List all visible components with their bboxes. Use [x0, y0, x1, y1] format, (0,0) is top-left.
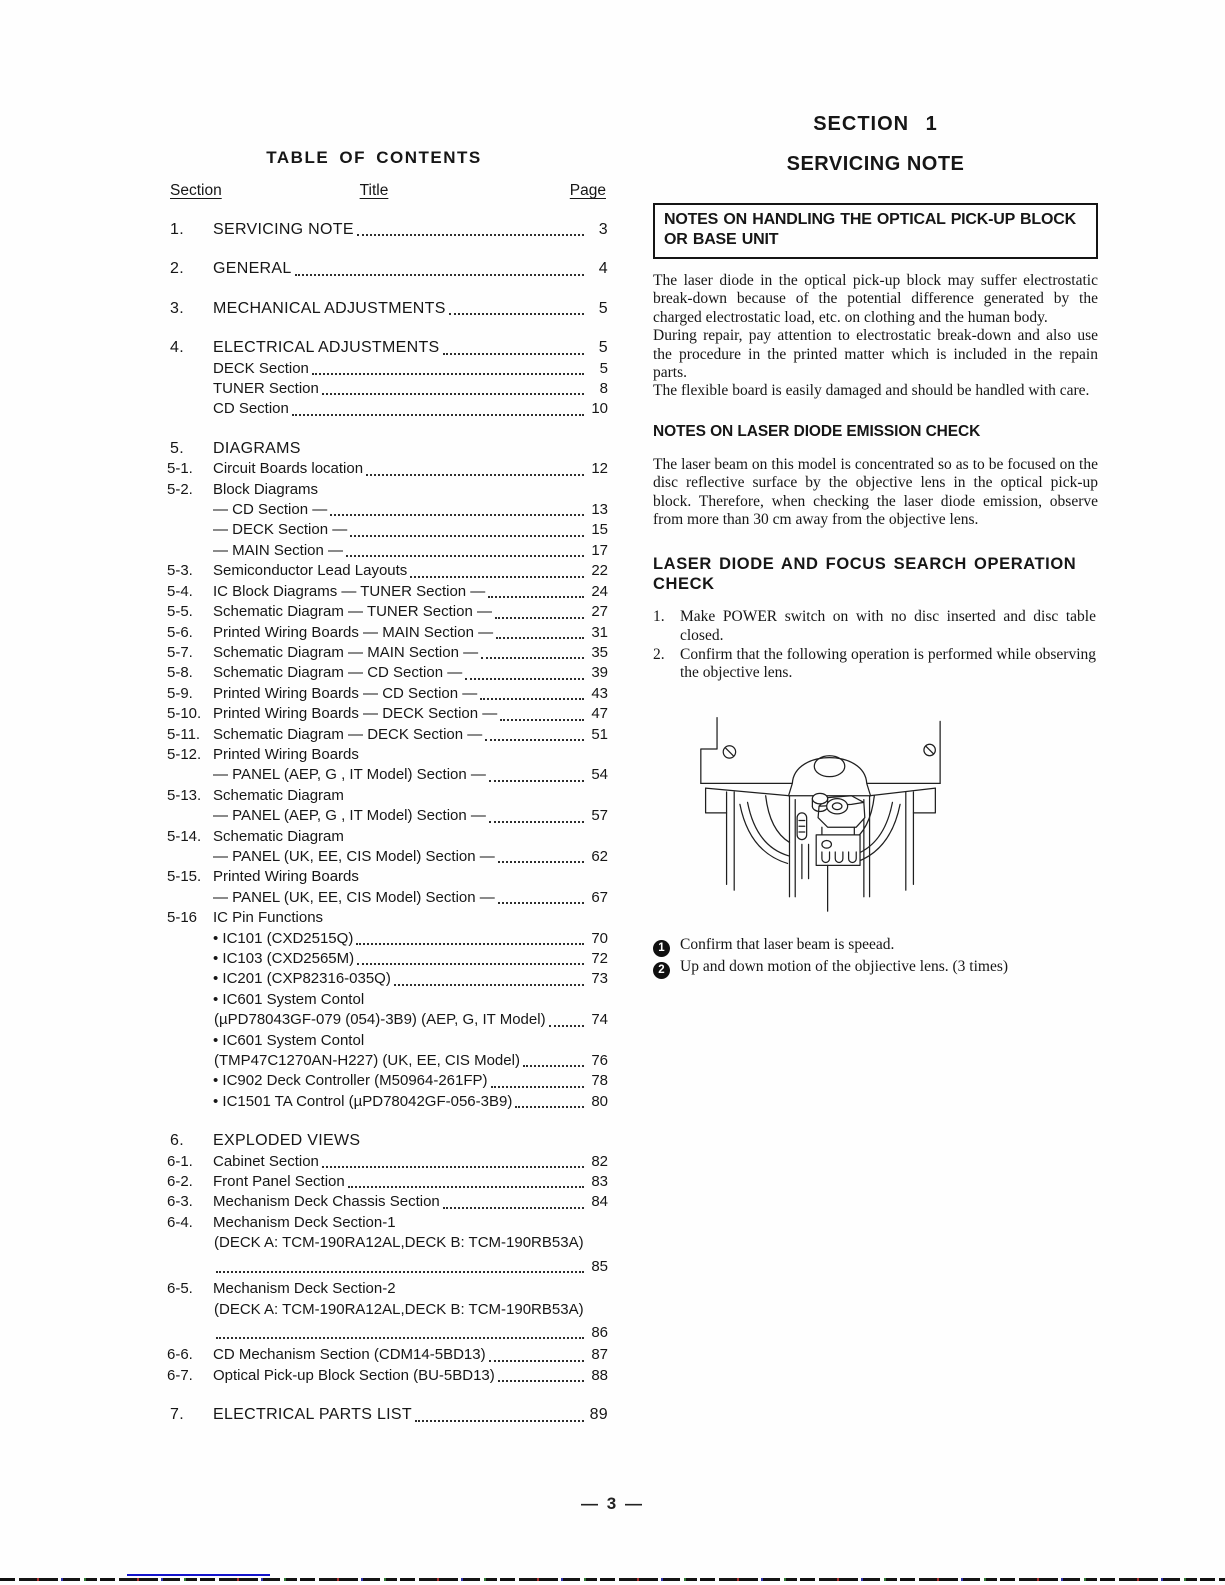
toc-row-number: 6-5.	[167, 1280, 193, 1298]
dot-leader	[216, 1337, 584, 1339]
toc-row-label: ELECTRICAL ADJUSTMENTS	[213, 339, 440, 357]
toc-row-number: 5-3.	[167, 562, 193, 580]
toc-row-number: 5.	[170, 439, 184, 457]
toc-row-label: ELECTRICAL PARTS LIST	[213, 1406, 412, 1424]
toc-row-label: CD Section	[213, 400, 289, 418]
toc-column-headers	[140, 181, 608, 201]
toc-row-page: 88	[591, 1366, 608, 1384]
toc-row-label: • IC101 (CXD2515Q)	[213, 929, 354, 947]
section-title: SERVICING NOTE	[786, 153, 965, 175]
toc-row-page: 62	[591, 847, 608, 865]
toc-row	[140, 439, 608, 459]
toc-row-label: — PANEL (AEP, G , IT Model) Section —	[213, 766, 486, 784]
emission-check-paragraph: The laser beam on this model is concentrated so as to be focused on the disc reflective surface by the objective lens in the optical pick-up block. Therefore, when checking the laser diode emission, observe from more than 30 cm away from the objective lens.	[653, 455, 1098, 529]
dot-leader	[498, 861, 584, 863]
dot-leader	[481, 657, 584, 659]
dot-leader	[500, 719, 584, 721]
toc-row	[140, 1323, 608, 1343]
toc-row-number: 5-6.	[167, 623, 193, 641]
toc-row	[140, 1192, 608, 1212]
toc-row-number: 5-1.	[167, 460, 193, 478]
toc-row-number: 7.	[170, 1406, 184, 1424]
toc-row-label: Schematic Diagram — TUNER Section —	[213, 603, 492, 621]
toc-row-page: 74	[591, 1011, 608, 1029]
toc-row-page: 24	[591, 582, 608, 600]
toc-row-page: 86	[591, 1323, 608, 1341]
toc-row-page: 17	[591, 541, 608, 559]
toc-row-label: Schematic Diagram — MAIN Section —	[213, 643, 479, 661]
toc-row-number: 6-3.	[167, 1193, 193, 1211]
toc-row	[140, 1051, 608, 1071]
toc-row-page: 78	[591, 1072, 608, 1090]
toc-row	[140, 582, 608, 602]
toc-row-label: Schematic Diagram	[213, 827, 344, 845]
toc-row-page: 35	[591, 643, 608, 661]
toc-row	[140, 359, 608, 379]
toc-row-label: EXPLODED VIEWS	[213, 1132, 361, 1150]
focus-check-heading: LASER DIODE AND FOCUS SEARCH OPERATION CHECK	[653, 555, 1077, 594]
toc-row-label: — MAIN Section —	[213, 541, 344, 559]
dot-leader	[496, 637, 584, 639]
toc-row	[140, 847, 608, 867]
toc-row	[140, 379, 608, 399]
toc-row-label: (DECK A: TCM-190RA12AL,DECK B: TCM-190RB53A)	[214, 1234, 584, 1252]
toc-row-label: Optical Pick-up Block Section (BU-5BD13)	[213, 1366, 495, 1384]
toc-row-page: 83	[591, 1173, 608, 1191]
toc-row	[140, 1010, 608, 1030]
toc-row-label: Circuit Boards location	[213, 460, 364, 478]
toc-row-number: 1.	[170, 221, 184, 238]
toc-row	[140, 1172, 608, 1192]
dot-leader	[443, 353, 585, 355]
toc-row	[140, 684, 608, 704]
toc-row	[140, 969, 608, 989]
legend-item	[653, 934, 1098, 957]
toc-row	[140, 299, 608, 319]
toc-row-number: 5-8.	[167, 664, 193, 682]
dot-leader	[488, 596, 584, 598]
toc-row-page: 70	[591, 929, 608, 947]
toc-row-number: 6-4.	[167, 1213, 193, 1231]
toc-row-label: IC Block Diagrams — TUNER Section —	[213, 582, 486, 600]
step-text: Make POWER switch on with no disc inserted and disc table closed.	[680, 608, 1096, 645]
toc-row	[140, 1405, 608, 1425]
toc-row	[140, 500, 608, 520]
step-item	[653, 646, 1098, 683]
toc-row-label: Schematic Diagram	[213, 786, 344, 804]
toc-row-page: 85	[591, 1257, 608, 1275]
toc-row	[140, 1233, 608, 1253]
toc-row	[140, 786, 608, 806]
column-header-page: Page	[569, 182, 606, 199]
toc-row	[140, 704, 608, 724]
dot-leader	[295, 274, 584, 276]
toc-row-page: 31	[591, 623, 608, 641]
diagram-legend	[653, 934, 1098, 979]
toc-row	[140, 888, 608, 908]
toc-row	[140, 623, 608, 643]
toc-row-number: 5-2.	[167, 480, 193, 498]
toc-row-number: 5-11.	[167, 725, 201, 743]
dot-leader	[480, 698, 584, 700]
toc-row-label: (µPD78043GF-079 (054)-3B9) (AEP, G, IT Model)	[214, 1011, 546, 1029]
toc-row-number: 5-10.	[167, 705, 202, 723]
toc-rows	[140, 220, 608, 1426]
dot-leader	[312, 373, 584, 375]
page-number: — 3 —	[581, 1494, 644, 1513]
toc-row-page: 15	[591, 521, 608, 539]
handling-notes-box: NOTES ON HANDLING THE OPTICAL PICK-UP BLOCK OR BASE UNIT	[653, 203, 1098, 259]
dot-leader	[495, 617, 584, 619]
section-kicker: SECTION 1	[813, 113, 938, 135]
toc-row-number: 6-6.	[167, 1346, 193, 1364]
toc-row-label: Cabinet Section	[213, 1152, 319, 1170]
toc-row	[140, 480, 608, 500]
toc-row-label: • IC601 System Contol	[213, 1031, 365, 1049]
toc-row-label: Semiconductor Lead Layouts	[213, 562, 408, 580]
toc-row-number: 5-16	[167, 909, 198, 927]
toc-row	[140, 1257, 608, 1277]
dot-leader	[489, 780, 584, 782]
toc-row-number: 5-15.	[167, 868, 202, 886]
toc-row	[140, 765, 608, 785]
toc-row-label: Mechanism Deck Section-1	[213, 1213, 396, 1231]
dot-leader	[449, 313, 584, 315]
paragraph: The laser diode in the optical pick-up block may suffer electrostatic break-down because of the potential difference generated by the charged electrostatic load, etc. on clothing and the human body.	[653, 272, 1098, 326]
toc-row	[140, 827, 608, 847]
toc-row	[140, 725, 608, 745]
toc-row-number: 6-2.	[167, 1173, 193, 1191]
toc-row-page: 54	[591, 766, 608, 784]
toc-row-label: • IC103 (CXD2565M)	[213, 950, 355, 967]
toc-row-page: 76	[591, 1052, 608, 1070]
toc-row-label: • IC1501 TA Control (µPD78042GF-056-3B9)	[213, 1092, 513, 1110]
toc-row-page: 5	[598, 299, 608, 317]
dot-leader	[322, 393, 584, 395]
toc-row	[140, 908, 608, 928]
toc-row-label: (DECK A: TCM-190RA12AL,DECK B: TCM-190RB53A)	[214, 1300, 584, 1318]
toc-row-page: 51	[591, 725, 608, 743]
dot-leader	[489, 821, 584, 823]
dot-leader	[491, 1086, 584, 1088]
toc-row-page: 43	[591, 684, 608, 702]
dot-leader	[498, 1380, 584, 1382]
toc-row-label: Printed Wiring Boards	[213, 745, 359, 763]
emission-check-heading: NOTES ON LASER DIODE EMISSION CHECK	[653, 422, 981, 440]
table-of-contents	[140, 148, 608, 1426]
toc-row-label: Printed Wiring Boards — CD Section —	[213, 684, 478, 702]
toc-row	[140, 867, 608, 887]
dot-leader	[366, 474, 584, 476]
toc-row-label: CD Mechanism Section (CDM14-5BD13)	[213, 1346, 486, 1364]
dot-leader	[356, 943, 584, 945]
toc-row-page: 4	[598, 260, 608, 278]
dot-leader	[322, 1166, 584, 1168]
dot-leader	[292, 414, 584, 416]
toc-row-page: 47	[591, 705, 608, 723]
toc-row-label: DIAGRAMS	[213, 439, 301, 457]
dot-leader	[348, 1186, 584, 1188]
step-number: 1.	[653, 608, 665, 626]
toc-row	[140, 399, 608, 419]
toc-row-page: 89	[589, 1406, 608, 1424]
focus-check-steps	[653, 608, 1098, 682]
toc-row	[140, 1279, 608, 1299]
toc-row-number: 3.	[170, 299, 184, 317]
dot-leader	[346, 555, 584, 557]
circled-number-icon: 1	[653, 940, 670, 957]
toc-row	[140, 338, 608, 358]
toc-row-page: 3	[598, 221, 608, 238]
paragraph: During repair, pay attention to electrostatic break-down and also use the procedure in the printed matter which is included in the repain parts.	[653, 327, 1098, 382]
toc-row-number: 5-4.	[167, 582, 193, 600]
toc-row-label: Mechanism Deck Chassis Section	[213, 1193, 440, 1211]
toc-row	[140, 1345, 608, 1365]
toc-row-label: MECHANICAL ADJUSTMENTS	[213, 299, 446, 317]
toc-row-label: SERVICING NOTE	[213, 221, 354, 238]
toc-row-page: 5	[599, 359, 608, 377]
toc-row	[140, 806, 608, 826]
toc-title: TABLE OF CONTENTS	[266, 148, 482, 167]
dot-leader	[357, 234, 584, 236]
toc-row-label: Printed Wiring Boards — DECK Section —	[213, 705, 498, 723]
toc-row	[140, 990, 608, 1010]
toc-row-number: 5-7.	[167, 643, 193, 661]
toc-row-page: 72	[591, 950, 608, 967]
toc-row-page: 27	[591, 603, 608, 621]
handling-notes-body	[653, 272, 1098, 401]
toc-row-label: — PANEL (AEP, G , IT Model) Section —	[213, 807, 486, 825]
toc-row-number: 5-13.	[167, 786, 202, 804]
page-edge-dashed-line	[0, 1578, 1225, 1581]
toc-row-label: Block Diagrams	[213, 480, 319, 498]
toc-row-label: (TMP47C1270AN-H227) (UK, EE, CIS Model)	[214, 1052, 520, 1070]
toc-row	[140, 949, 608, 969]
dot-leader	[357, 963, 584, 965]
legend-text: Confirm that laser beam is speead.	[680, 935, 895, 953]
legend-item	[653, 956, 1098, 979]
toc-row-label: • IC201 (CXP82316-035Q)	[213, 970, 391, 988]
toc-row-number: 6-1.	[167, 1152, 193, 1170]
toc-row-label: — DECK Section —	[213, 521, 348, 539]
step-item	[653, 608, 1098, 645]
dot-leader	[465, 678, 584, 680]
toc-row-label: DECK Section	[213, 359, 309, 377]
toc-row-number: 4.	[170, 339, 184, 357]
toc-row-page: 57	[591, 807, 608, 825]
toc-row	[140, 1131, 608, 1151]
step-number: 2.	[653, 645, 665, 663]
toc-row	[140, 929, 608, 949]
toc-row	[140, 561, 608, 581]
toc-row	[140, 745, 608, 765]
toc-row	[140, 1300, 608, 1320]
toc-row-page: 13	[591, 501, 608, 519]
toc-row	[140, 520, 608, 540]
optical-pickup-diagram	[677, 696, 963, 926]
toc-row-label: Printed Wiring Boards	[213, 868, 359, 886]
toc-row-label: — CD Section —	[213, 501, 328, 519]
toc-row-label: GENERAL	[213, 260, 292, 278]
toc-row	[140, 1071, 608, 1091]
toc-row-page: 39	[591, 664, 608, 682]
toc-row-number: 5-9.	[167, 684, 193, 702]
toc-row-number: 2.	[170, 260, 184, 278]
toc-row	[140, 1031, 608, 1051]
dot-leader	[549, 1025, 584, 1027]
toc-row	[140, 663, 608, 683]
dot-leader	[415, 1420, 584, 1422]
toc-row	[140, 1092, 608, 1112]
footer-blue-line	[127, 1574, 270, 1576]
toc-row-label: Schematic Diagram — DECK Section —	[213, 725, 483, 743]
toc-row-page: 22	[591, 562, 608, 580]
toc-row-label: — PANEL (UK, EE, CIS Model) Section —	[213, 888, 495, 906]
toc-row-page: 67	[591, 888, 608, 906]
toc-row-number: 6.	[170, 1132, 184, 1150]
toc-row-number: 5-12.	[167, 745, 202, 763]
toc-row	[140, 259, 608, 279]
toc-row-number: 5-14.	[167, 827, 202, 845]
toc-row-page: 87	[591, 1346, 608, 1364]
dot-leader	[523, 1065, 584, 1067]
dot-leader	[394, 984, 584, 986]
toc-row	[140, 643, 608, 663]
toc-row-label: • IC902 Deck Controller (M50964-261FP)	[213, 1072, 488, 1090]
circled-number-icon: 2	[653, 962, 670, 979]
toc-row-label: IC Pin Functions	[213, 909, 324, 927]
toc-row	[140, 459, 608, 479]
dot-leader	[489, 1360, 584, 1362]
toc-row	[140, 1366, 608, 1386]
step-text: Confirm that the following operation is performed while observing the objective lens.	[680, 645, 1096, 682]
toc-row-page: 80	[591, 1092, 608, 1110]
toc-row-label: Printed Wiring Boards — MAIN Section —	[213, 623, 494, 641]
paragraph: The flexible board is easily damaged and should be handled with care.	[653, 382, 1090, 400]
toc-row-label: TUNER Section	[213, 380, 319, 398]
toc-row-page: 10	[591, 400, 608, 418]
column-header-title: Title	[359, 182, 389, 199]
toc-row-label: Front Panel Section	[213, 1173, 345, 1191]
toc-row	[140, 1152, 608, 1172]
toc-row-number: 6-7.	[167, 1366, 193, 1384]
toc-row-number: 5-5.	[167, 603, 193, 621]
toc-row	[140, 1213, 608, 1233]
dot-leader	[443, 1207, 584, 1209]
dot-leader	[330, 514, 584, 516]
dot-leader	[498, 902, 584, 904]
toc-row-page: 12	[591, 460, 608, 478]
toc-row	[140, 602, 608, 622]
dot-leader	[485, 739, 584, 741]
legend-text: Up and down motion of the objiective lens. (3 times)	[680, 958, 1009, 976]
toc-row-page: 8	[599, 380, 608, 398]
column-header-section: Section	[170, 182, 222, 199]
dot-leader	[350, 535, 584, 537]
dot-leader	[410, 576, 584, 578]
dot-leader	[515, 1106, 584, 1108]
toc-row-label: — PANEL (UK, EE, CIS Model) Section —	[213, 847, 495, 865]
toc-row-label: • IC601 System Contol	[213, 990, 365, 1008]
toc-row-label: Schematic Diagram — CD Section —	[213, 664, 463, 682]
toc-row-page: 5	[598, 339, 608, 357]
toc-row-page: 82	[591, 1152, 608, 1170]
toc-row-page: 73	[591, 970, 608, 988]
toc-row-label: Mechanism Deck Section-2	[213, 1280, 396, 1298]
toc-row	[140, 220, 608, 240]
toc-row	[140, 541, 608, 561]
dot-leader	[216, 1271, 584, 1273]
servicing-note-section	[653, 112, 1098, 979]
optical-pickup-figure	[677, 696, 1098, 931]
toc-row-page: 84	[591, 1193, 608, 1211]
